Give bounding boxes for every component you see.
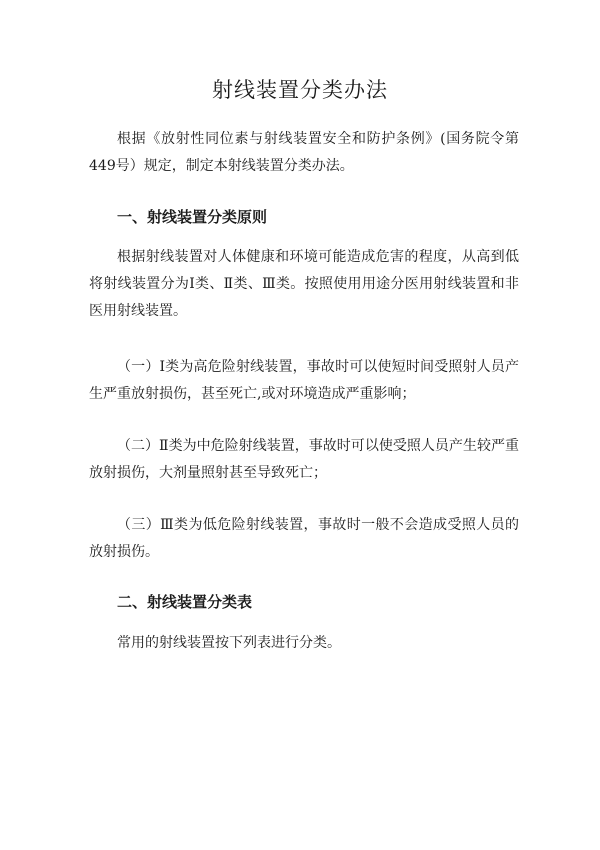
document-title: 射线装置分类办法 — [212, 78, 388, 102]
class-3-paragraph: （三）Ⅲ类为低危险射线装置，事故时一般不会造成受照人员的放射损伤。 — [89, 517, 519, 560]
intro-paragraph: 根据《放射性同位素与射线装置安全和防护条例》(国务院令第449号）规定，制定本射线装置分类办法。 — [89, 131, 519, 174]
class-1-paragraph: （一）Ⅰ类为高危险射线装置，事故时可以使短时间受照射人员产生严重放射损伤，甚至死亡,或对环境造成严重影响； — [89, 359, 519, 402]
section-heading-classification-table: 二、射线装置分类表 — [117, 593, 253, 611]
principle-paragraph: 根据射线装置对人体健康和环境可能造成危害的程度，从高到低将射线装置分为Ⅰ类、Ⅱ类、Ⅲ类。按照使用用途分医用射线装置和非医用射线装置。 — [89, 249, 519, 319]
table-intro-paragraph: 常用的射线装置按下列表进行分类。 — [117, 635, 341, 651]
section-heading-classification-principle: 一、射线装置分类原则 — [117, 208, 268, 226]
class-2-paragraph: （二）Ⅱ类为中危险射线装置，事故时可以使受照人员产生较严重放射损伤，大剂量照射甚至导致死亡； — [89, 438, 519, 481]
